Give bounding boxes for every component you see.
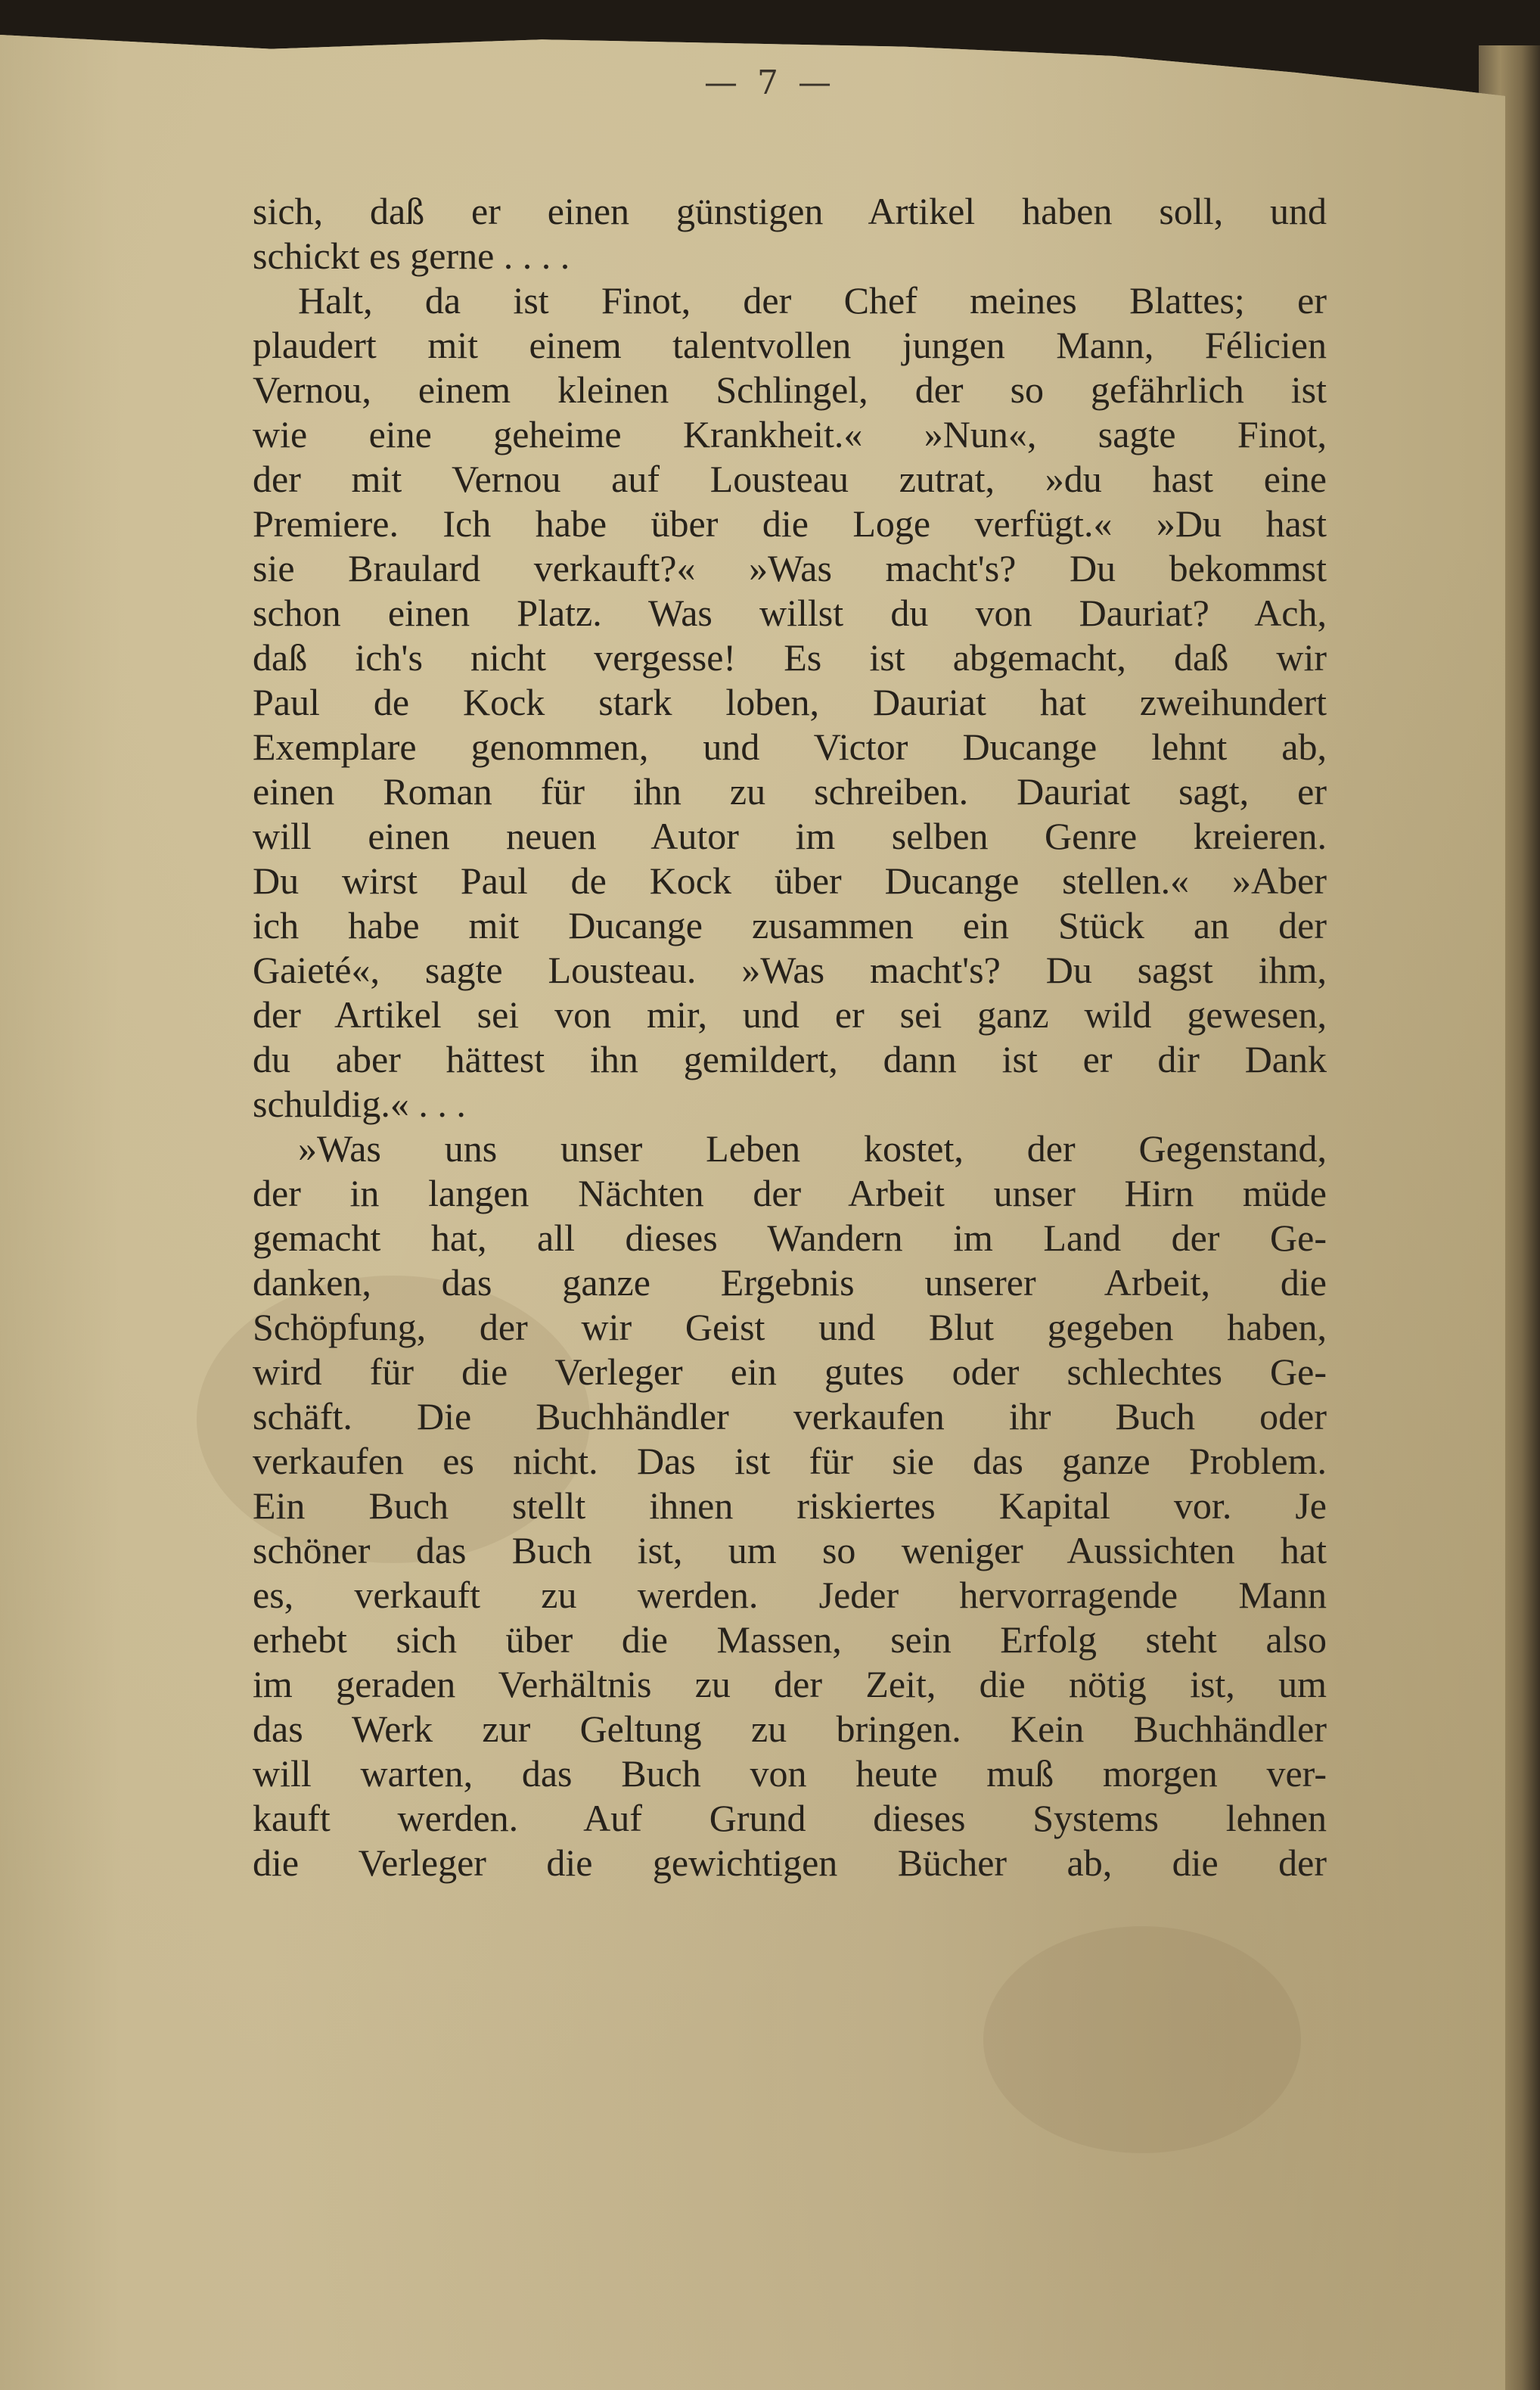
- text-line: schon einen Platz. Was willst du von Dauriat? Ach,: [253, 592, 1327, 634]
- text-line: Paul de Kock stark loben, Dauriat hat zweihundert: [253, 681, 1327, 723]
- text-line: es, verkauft zu werden. Jeder hervorragende Mann: [253, 1574, 1327, 1616]
- text-line: Vernou, einem kleinen Schlingel, der so gefährlich ist: [253, 368, 1327, 411]
- text-line: schickt es gerne . . . .: [253, 235, 570, 277]
- text-line: schöner das Buch ist, um so weniger Aussichten hat: [253, 1529, 1327, 1571]
- text-line: kauft werden. Auf Grund dieses Systems lehnen: [253, 1797, 1327, 1839]
- text-line: der Artikel sei von mir, und er sei ganz wild gewesen,: [253, 993, 1327, 1036]
- text-line: Du wirst Paul de Kock über Ducange stellen.« »Aber: [253, 859, 1327, 902]
- text-line: Halt, da ist Finot, der Chef meines Blattes; er: [298, 279, 1327, 322]
- paper-stain: [983, 1926, 1301, 2153]
- text-line: gemacht hat, all dieses Wandern im Land der Ge-: [253, 1217, 1327, 1259]
- text-line: Schöpfung, der wir Geist und Blut gegeben haben,: [253, 1306, 1327, 1348]
- text-line: plaudert mit einem talentvollen jungen Mann, Félicien: [253, 324, 1327, 366]
- text-line: Ein Buch stellt ihnen riskiertes Kapital vor. Je: [253, 1484, 1327, 1527]
- text-line: »Was uns unser Leben kostet, der Gegenstand,: [298, 1127, 1327, 1170]
- text-line: der in langen Nächten der Arbeit unser Hirn müde: [253, 1172, 1327, 1214]
- text-line: schäft. Die Buchhändler verkaufen ihr Buch oder: [253, 1395, 1327, 1437]
- text-line: das Werk zur Geltung zu bringen. Kein Buchhändler: [253, 1708, 1327, 1750]
- text-line: du aber hättest ihn gemildert, dann ist er dir Dank: [253, 1038, 1327, 1080]
- text-line: einen Roman für ihn zu schreiben. Dauriat sagt, er: [253, 770, 1327, 813]
- text-line: wird für die Verleger ein gutes oder schlechtes Ge-: [253, 1350, 1327, 1393]
- text-line: im geraden Verhältnis zu der Zeit, die nötig ist, um: [253, 1663, 1327, 1705]
- text-line: der mit Vernou auf Lousteau zutrat, »du hast eine: [253, 458, 1327, 500]
- text-line: daß ich's nicht vergesse! Es ist abgemacht, daß wir: [253, 636, 1327, 679]
- text-line: verkaufen es nicht. Das ist für sie das ganze Problem.: [253, 1440, 1327, 1482]
- text-line: Exemplare genommen, und Victor Ducange lehnt ab,: [253, 726, 1327, 768]
- text-line: danken, das ganze Ergebnis unserer Arbeit, die: [253, 1261, 1327, 1304]
- body-text: [253, 189, 1327, 1885]
- text-line: Gaieté«, sagte Lousteau. »Was macht's? Du sagst ihm,: [253, 949, 1327, 991]
- text-line: will warten, das Buch von heute muß morgen ver-: [253, 1752, 1327, 1795]
- text-line: sie Braulard verkauft?« »Was macht's? Du bekommst: [253, 547, 1327, 589]
- text-line: schuldig.« . . .: [253, 1083, 466, 1125]
- text-line: erhebt sich über die Massen, sein Erfolg steht also: [253, 1618, 1327, 1661]
- text-line: Premiere. Ich habe über die Loge verfügt.« »Du hast: [253, 502, 1327, 545]
- text-line: die Verleger die gewichtigen Bücher ab, die der: [253, 1841, 1327, 1884]
- page-number: — 7 —: [704, 64, 836, 102]
- text-line: sich, daß er einen günstigen Artikel haben soll, und: [253, 190, 1327, 232]
- text-line: ich habe mit Ducange zusammen ein Stück an der: [253, 904, 1327, 946]
- text-line: wie eine geheime Krankheit.« »Nun«, sagte Finot,: [253, 413, 1327, 455]
- text-line: will einen neuen Autor im selben Genre kreieren.: [253, 815, 1327, 857]
